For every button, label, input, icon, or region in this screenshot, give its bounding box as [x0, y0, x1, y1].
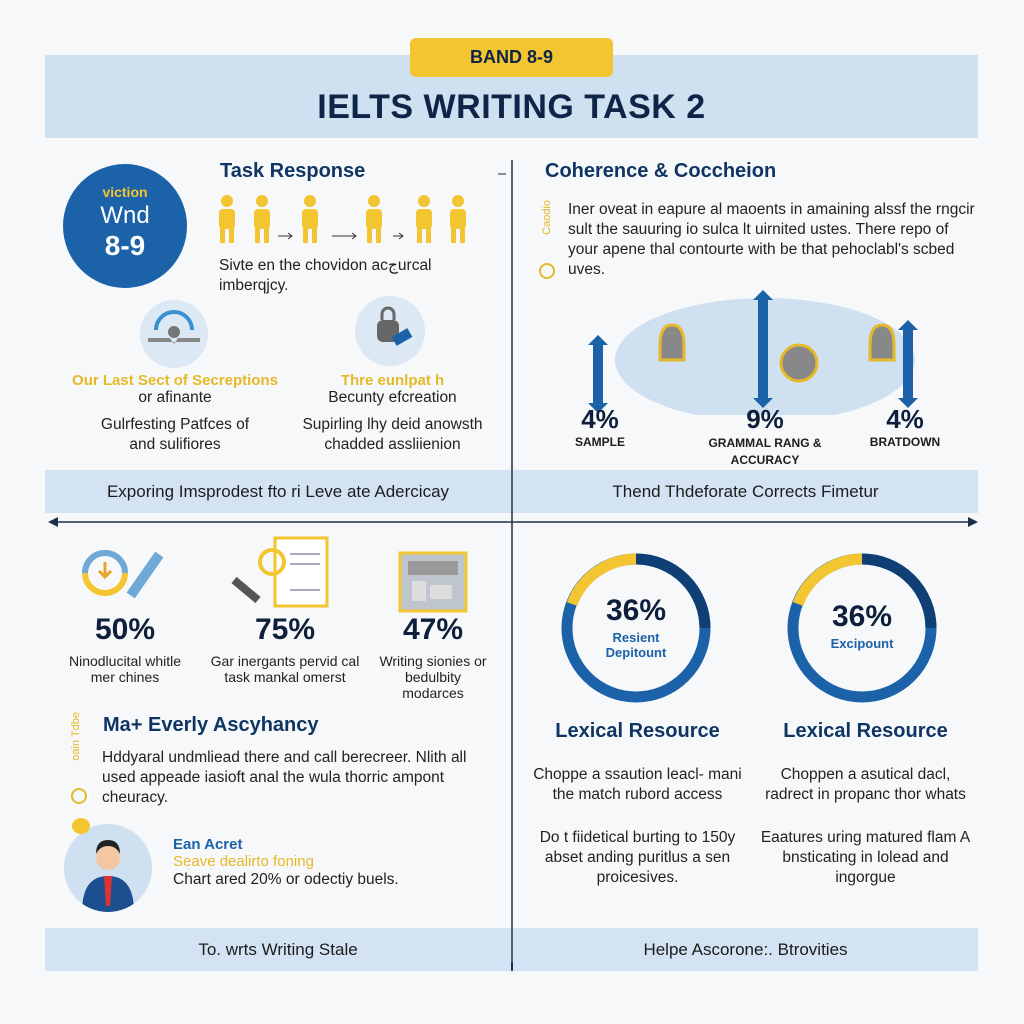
- book-icon: [140, 300, 208, 368]
- stat-value: 47%: [402, 613, 464, 646]
- band-badge: BAND 8-9: [410, 38, 613, 77]
- stat-label: GRAMMAL RANG & ACCURACY: [708, 436, 822, 467]
- accuracy-side-label: oain Tdbe: [70, 712, 82, 761]
- stat-label: Gar inergants pervid cal task mankal omerst: [210, 653, 360, 685]
- task-item-title: Our Last Sect of Secreptions: [72, 372, 278, 389]
- accuracy-heading: Ma+ Everly Ascyhancy: [103, 714, 319, 736]
- bell-icon: [660, 325, 684, 360]
- lexical-heading: Lexical Resource: [783, 720, 948, 742]
- clock-icon: [781, 345, 817, 381]
- lexical-text: Choppe a ssaution leacl- mani the match rubord access: [533, 766, 742, 803]
- right-footer: Helpe Ascorone:. Btrovities: [513, 928, 978, 971]
- expert-block: [173, 836, 399, 890]
- coherence-stat: [860, 404, 950, 449]
- band-circle-score: 8-9: [104, 230, 146, 261]
- task-item-desc: Gulrfesting Patfces of and sulifiores: [100, 416, 250, 453]
- coherence-heading: Coherence & Coccheion: [545, 160, 777, 182]
- stat-item: [55, 613, 195, 685]
- task-response-footer: Exporing Imsprodest fto ri Leve ate Adercicay: [45, 470, 511, 513]
- lexical-donut-2-label: [786, 600, 938, 651]
- clipboard-icon: [230, 536, 330, 612]
- task-item-subtitle: Becunty efcreation: [328, 389, 457, 406]
- person-icon: [302, 195, 318, 243]
- coherence-stat: [555, 404, 645, 449]
- coherence-footer: Thend Thdeforate Corrects Fimetur: [513, 470, 978, 513]
- task-item-1: [60, 372, 290, 455]
- task-response-heading: Task Response: [220, 160, 366, 182]
- donut-segment-yellow: [798, 559, 862, 604]
- people-icon-row: [210, 193, 480, 248]
- target-icon: [539, 263, 555, 279]
- stat-label: Writing sionies or bedulbity modarces: [379, 653, 487, 701]
- band-circle: [63, 164, 187, 288]
- donut-percent: 36%: [605, 594, 667, 627]
- lexical-column-2: [758, 720, 973, 888]
- person-icon: [416, 195, 432, 243]
- task-response-text: Sivte en the chovidon acجurcal imberqjcy.: [219, 257, 432, 294]
- coherence-text: Iner oveat in eapure al maoents in amaining alssf the rngcir sult the sauuring io sulca lt uirnited ustes. There repo of your apene thal contourte with be that pehoclabl's scbed uves.: [568, 201, 975, 278]
- coherence-diagram: [540, 285, 980, 415]
- stat-value: 4%: [581, 404, 619, 434]
- bell-icon: [870, 325, 894, 360]
- band-circle-word: Wnd: [100, 202, 150, 229]
- person-icon: [219, 195, 235, 243]
- lexical-heading: Lexical Resource: [555, 720, 720, 742]
- task-item-desc: Supirling lhy deid anowsth chadded assliienion: [302, 416, 483, 453]
- stat-label: BRATDOWN: [869, 435, 941, 449]
- donut-label: Excipount: [830, 636, 894, 651]
- left-footer: To. wrts Writing Stale: [45, 928, 511, 971]
- stat-item: [378, 613, 488, 701]
- lexical-donut-1-label: [560, 594, 712, 660]
- person-icon: [450, 195, 466, 243]
- lexical-text: Eaatures uring matured flam A bnsticating in lolead and ingorgue: [760, 829, 971, 886]
- person-icon: [366, 195, 382, 243]
- stat-value: 9%: [746, 404, 784, 434]
- stat-label: Ninodlucital whitle mer chines: [68, 653, 182, 685]
- stat-item: [200, 613, 370, 685]
- accuracy-text: Hddyaral undmliead there and call berecreer. Nlith all used appeade iasioft anal the wula thorric ampont cheuracy.: [102, 749, 467, 806]
- donut-percent: 36%: [831, 600, 893, 633]
- lock-icon: [355, 296, 425, 366]
- lexical-text: Choppen a asutical dacl, radrect in propanc thor whats: [765, 766, 966, 803]
- stat-value: 75%: [254, 613, 316, 646]
- speech-bubble-icon: [72, 818, 90, 834]
- person-icon: [254, 195, 270, 243]
- stat-value: 50%: [94, 613, 156, 646]
- task-item-subtitle: or afinante: [138, 389, 212, 406]
- expert-name: Ean Acret: [173, 836, 243, 853]
- arrow-icons: [278, 233, 403, 239]
- expert-tagline: Seave dealirto foning: [173, 853, 314, 870]
- lexical-text: Do t fiidetical burting to 150y abset anding puritlus a sen proicesives.: [539, 829, 736, 886]
- target-icon: [71, 788, 87, 804]
- stat-label: SAMPLE: [574, 435, 625, 449]
- task-item-title: Thre eunlpat h: [340, 372, 445, 389]
- expert-text: Chart ared 20% or odectiy buels.: [173, 871, 399, 888]
- expert-avatar: [64, 824, 152, 912]
- coherence-side-label: Caodio: [541, 200, 553, 235]
- page-title: IELTS WRITING TASK 2: [317, 88, 706, 126]
- task-item-2: [290, 372, 495, 455]
- donut-label: Resient Depitount: [605, 630, 667, 660]
- timer-pencil-icon: [80, 548, 170, 610]
- document-icon: [398, 551, 470, 613]
- band-circle-caption: viction: [102, 184, 148, 200]
- stat-value: 4%: [886, 404, 924, 434]
- coherence-stat: [695, 404, 835, 469]
- lexical-column-1: [530, 720, 745, 888]
